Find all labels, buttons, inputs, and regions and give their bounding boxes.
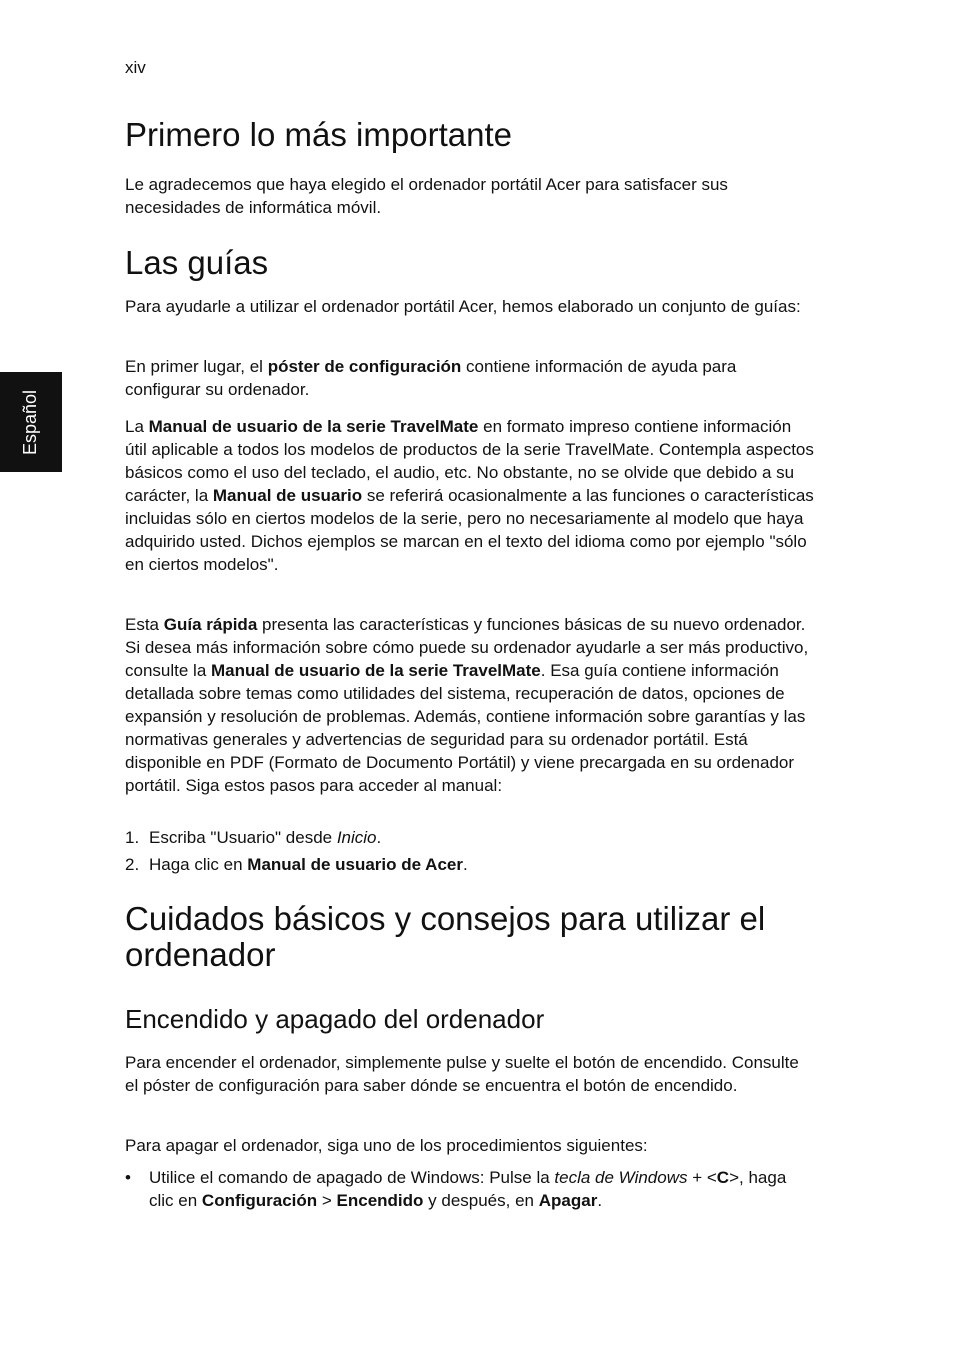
list-item-text: Haga clic en Manual de usuario de Acer. xyxy=(149,855,468,874)
guides-paragraph-1: Para ayudarle a utilizar el ordenador portátil Acer, hemos elaborado un conjunto de guías: xyxy=(125,297,801,316)
section-title-guides: Las guías xyxy=(125,244,269,281)
intro-paragraph: Le agradecemos que haya elegido el ordenador portátil Acer para satisfacer sus necesidades de informática móvil. xyxy=(125,175,728,217)
list-item-text: Escriba "Usuario" desde Inicio. xyxy=(149,828,382,847)
list-marker: 1. xyxy=(125,828,140,847)
language-side-tab xyxy=(0,372,62,472)
section-title-care: Cuidados básicos y consejos para utilizar el ordenador xyxy=(125,900,766,973)
language-tab-label: Español xyxy=(20,389,41,455)
page-number: xiv xyxy=(125,58,146,77)
list-marker: 2. xyxy=(125,855,140,874)
list-item-text: Utilice el comando de apagado de Windows: Pulse la tecla de Windows + <C>, haga clic en Configuración > Encendido y después, en Apagar. xyxy=(149,1168,787,1210)
subsection-title-power: Encendido y apagado del ordenador xyxy=(125,1004,545,1034)
guides-paragraph-3: La Manual de usuario de la serie TravelMate en formato impreso contiene información útil aplicable a todos los modelos de productos de la serie TravelMate. Contempla aspectos básicos como el uso del teclado, el audio, etc. No obstante, no se olvide que debido a su carácter, la Manual de usuario se referirá ocasionalmente a las funciones o características incluidas sólo en ciertos modelos de la serie, pero no necesariamente al modelo que haya adquirido usted. Dichos ejemplos se marcan en el texto del idioma como por ejemplo "sólo en ciertos modelos". xyxy=(125,417,814,574)
guides-paragraph-2: En primer lugar, el póster de configuración contiene información de ayuda para configurar su ordenador. xyxy=(125,357,737,399)
bullet-marker: • xyxy=(125,1168,131,1187)
guides-paragraph-4: Esta Guía rápida presenta las características y funciones básicas de su nuevo ordenador. Si desea más información sobre cómo puede su ordenador ayudarle a ser más productivo, consulte la Manual de usuario de la serie TravelMate. Esa guía contiene información detallada sobre temas como utilidades del sistema, recuperación de datos, opciones de expansión y resolución de problemas. Además, contiene información sobre garantías y las normativas generales y advertencias de seguridad para su ordenador portátil. Está disponible en PDF (Formato de Documento Portátil) y viene precargada en su ordenador portátil. Siga estos pasos para acceder al manual: xyxy=(125,615,809,795)
section-title-first-things: Primero lo más importante xyxy=(125,116,512,153)
power-paragraph-2: Para apagar el ordenador, siga uno de los procedimientos siguientes: xyxy=(125,1136,648,1155)
power-paragraph-1: Para encender el ordenador, simplemente pulse y suelte el botón de encendido. Consulte el póster de configuración para saber dónde se encuentra el botón de encendido. xyxy=(125,1053,799,1095)
